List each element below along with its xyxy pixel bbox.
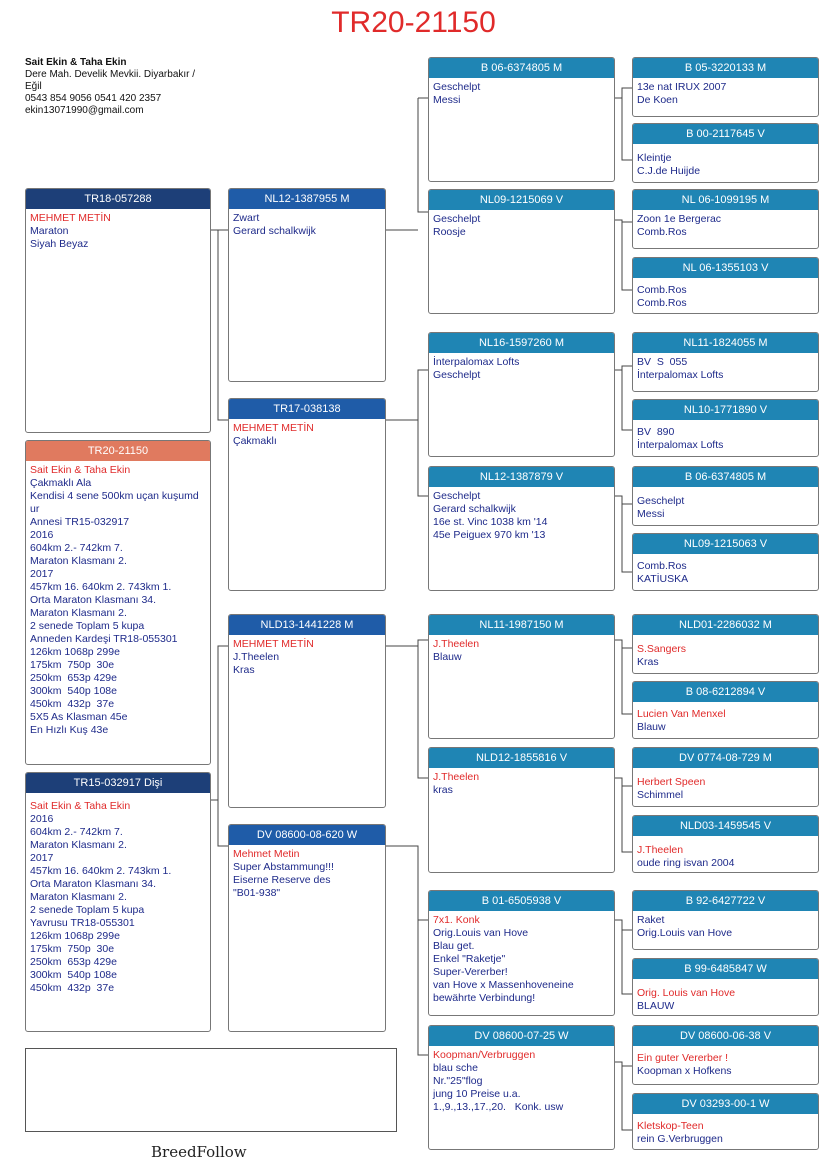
g4-ring-9: NLD01-2286032 M bbox=[633, 615, 818, 635]
detail-line: Orig. Louis van Hove bbox=[637, 987, 736, 999]
detail-line: 450km 432p 37e bbox=[30, 982, 115, 994]
detail-line: Blauw bbox=[433, 651, 462, 663]
detail-line: BLAUW bbox=[637, 1000, 675, 1012]
g4-details-9 bbox=[633, 635, 818, 672]
g4-details-1 bbox=[633, 78, 818, 110]
g3-box-2[interactable] bbox=[428, 189, 615, 314]
detail-line: Super-Vererber! bbox=[433, 966, 508, 978]
sire-dam-details bbox=[229, 419, 385, 451]
g4-ring-1: B 05-3220133 M bbox=[633, 58, 818, 78]
main-pigeon-ring: TR20-21150 bbox=[26, 441, 210, 461]
detail-line: Geschelpt bbox=[433, 490, 481, 502]
g3-box-7[interactable] bbox=[428, 890, 615, 1016]
detail-line: Raket bbox=[637, 914, 665, 926]
detail-line: Geschelpt bbox=[637, 495, 685, 507]
detail-line: BV 890 bbox=[637, 426, 675, 438]
g4-box-13[interactable] bbox=[632, 890, 819, 950]
detail-line: Kras bbox=[233, 664, 255, 676]
detail-line: 175km 750p 30e bbox=[30, 943, 115, 955]
detail-line: van Hove x Massenhoveneine bbox=[433, 979, 574, 991]
detail-line: MEHMET METİN bbox=[233, 638, 314, 650]
dam-dam-box[interactable] bbox=[228, 824, 386, 1032]
g3-details-1 bbox=[429, 78, 614, 110]
g3-box-1[interactable] bbox=[428, 57, 615, 182]
g4-details-8 bbox=[633, 554, 818, 589]
detail-line: Orig.Louis van Hove bbox=[637, 927, 733, 939]
detail-line: Sait Ekin & Taha Ekin bbox=[30, 800, 131, 812]
g4-box-8[interactable] bbox=[632, 533, 819, 591]
g4-ring-10: B 08-6212894 V bbox=[633, 682, 818, 702]
g4-box-1[interactable] bbox=[632, 57, 819, 117]
detail-line: blau sche bbox=[433, 1062, 478, 1074]
dam-sire-ring: NLD13-1441228 M bbox=[229, 615, 385, 635]
detail-line: 7x1. Konk bbox=[433, 914, 480, 926]
detail-line: Orig.Louis van Hove bbox=[433, 927, 529, 939]
detail-line: Kletskop-Teen bbox=[637, 1120, 704, 1132]
detail-line: Orta Maraton Klasmanı 34. bbox=[30, 594, 157, 606]
detail-line: J.Theelen bbox=[233, 651, 280, 663]
g3-ring-4: NL12-1387879 V bbox=[429, 467, 614, 487]
detail-line: Maraton Klasmanı 2. bbox=[30, 839, 127, 851]
owner-email: ekin13071990@gmail.com bbox=[25, 105, 144, 116]
detail-line: Comb.Ros bbox=[637, 297, 687, 309]
owner-address-line-2: Eğil bbox=[25, 81, 42, 92]
g4-ring-11: DV 0774-08-729 M bbox=[633, 748, 818, 768]
sire-dam-box[interactable] bbox=[228, 398, 386, 591]
g4-ring-3: NL 06-1099195 M bbox=[633, 190, 818, 210]
g4-details-15 bbox=[633, 1046, 818, 1081]
detail-line: Koopman/Verbruggen bbox=[433, 1049, 536, 1061]
g4-details-16 bbox=[633, 1114, 818, 1149]
sire-details bbox=[26, 209, 210, 254]
g3-details-6 bbox=[429, 768, 614, 800]
g3-ring-6: NLD12-1855816 V bbox=[429, 748, 614, 768]
detail-line: 2017 bbox=[30, 852, 54, 864]
g4-box-7[interactable] bbox=[632, 466, 819, 526]
detail-line: En Hızlı Kuş 43e bbox=[30, 724, 109, 736]
g4-box-12[interactable] bbox=[632, 815, 819, 873]
g3-box-3[interactable] bbox=[428, 332, 615, 457]
g3-ring-3: NL16-1597260 M bbox=[429, 333, 614, 353]
detail-line: De Koen bbox=[637, 94, 678, 106]
detail-line: Maraton Klasmanı 2. bbox=[30, 607, 127, 619]
dam-sire-details bbox=[229, 635, 385, 680]
detail-line: Geschelpt bbox=[433, 369, 481, 381]
detail-line: 16e st. Vinc 1038 km '14 bbox=[433, 516, 548, 528]
g4-ring-14: B 99-6485847 W bbox=[633, 959, 818, 979]
g4-box-10[interactable] bbox=[632, 681, 819, 739]
detail-line: J.Theelen bbox=[433, 771, 480, 783]
detail-line: Comb.Ros bbox=[637, 226, 687, 238]
detail-line: Blauw bbox=[637, 721, 666, 733]
detail-line: Siyah Beyaz bbox=[30, 238, 89, 250]
g4-box-3[interactable] bbox=[632, 189, 819, 249]
detail-line: Çakmaklı bbox=[233, 435, 277, 447]
notes-box[interactable] bbox=[25, 1048, 397, 1132]
g3-details-4 bbox=[429, 487, 614, 545]
detail-line: 126km 1068p 299e bbox=[30, 646, 120, 658]
detail-line: Eiserne Reserve des bbox=[233, 874, 331, 886]
detail-line: MEHMET METİN bbox=[233, 422, 314, 434]
detail-line: İnterpalomax Lofts bbox=[637, 369, 724, 381]
g4-ring-5: NL11-1824055 M bbox=[633, 333, 818, 353]
g4-ring-15: DV 08600-06-38 V bbox=[633, 1026, 818, 1046]
g4-box-16[interactable] bbox=[632, 1093, 819, 1150]
g4-box-9[interactable] bbox=[632, 614, 819, 674]
detail-line: İnterpalomax Lofts bbox=[433, 356, 520, 368]
g3-box-8[interactable] bbox=[428, 1025, 615, 1150]
detail-line: rein G.Verbruggen bbox=[637, 1133, 723, 1145]
dam-box[interactable] bbox=[25, 772, 211, 1032]
detail-line: Gerard schalkwijk bbox=[233, 225, 316, 237]
g4-ring-6: NL10-1771890 V bbox=[633, 400, 818, 420]
g4-details-11 bbox=[633, 768, 818, 805]
detail-line: 5X5 As Klasman 45e bbox=[30, 711, 128, 723]
detail-line: 2017 bbox=[30, 568, 54, 580]
sire-sire-details bbox=[229, 209, 385, 241]
g4-box-5[interactable] bbox=[632, 332, 819, 392]
detail-line: Blau get. bbox=[433, 940, 475, 952]
g4-ring-13: B 92-6427722 V bbox=[633, 891, 818, 911]
detail-line: Geschelpt bbox=[433, 213, 481, 225]
detail-line: 2016 bbox=[30, 529, 54, 541]
g4-details-14 bbox=[633, 979, 818, 1016]
dam-ring: TR15-032917 Dişi bbox=[26, 773, 210, 793]
detail-line: Maraton bbox=[30, 225, 69, 237]
g4-ring-2: B 00-2117645 V bbox=[633, 124, 818, 144]
detail-line: Orta Maraton Klasmanı 34. bbox=[30, 878, 157, 890]
detail-line: C.J.de Huijde bbox=[637, 165, 701, 177]
detail-line: ur bbox=[30, 503, 40, 515]
detail-line: 300km 540p 108e bbox=[30, 969, 117, 981]
g3-details-5 bbox=[429, 635, 614, 667]
detail-line: Messi bbox=[637, 508, 665, 520]
detail-line: 2 senede Toplam 5 kupa bbox=[30, 904, 145, 916]
g4-ring-8: NL09-1215063 V bbox=[633, 534, 818, 554]
detail-line: Mehmet Metin bbox=[233, 848, 300, 860]
pedigree-title: TR20-21150 bbox=[331, 6, 496, 39]
g3-details-3 bbox=[429, 353, 614, 385]
g4-details-12 bbox=[633, 836, 818, 873]
g4-details-3 bbox=[633, 210, 818, 242]
detail-line: kras bbox=[433, 784, 453, 796]
detail-line: Zoon 1e Bergerac bbox=[637, 213, 722, 225]
detail-line: Super Abstammung!!! bbox=[233, 861, 334, 873]
g3-details-7 bbox=[429, 911, 614, 1008]
detail-line: Enkel "Raketje" bbox=[433, 953, 506, 965]
detail-line: 457km 16. 640km 2. 743km 1. bbox=[30, 865, 172, 877]
detail-line: Lucien Van Menxel bbox=[637, 708, 726, 720]
g3-ring-1: B 06-6374805 M bbox=[429, 58, 614, 78]
g3-box-6[interactable] bbox=[428, 747, 615, 873]
g4-ring-16: DV 03293-00-1 W bbox=[633, 1094, 818, 1114]
detail-line: "B01-938" bbox=[233, 887, 281, 899]
detail-line: MEHMET METİN bbox=[30, 212, 111, 224]
g3-ring-5: NL11-1987150 M bbox=[429, 615, 614, 635]
detail-line: Ein guter Vererber ! bbox=[637, 1052, 729, 1064]
detail-line: Sait Ekin & Taha Ekin bbox=[30, 464, 131, 476]
g4-box-15[interactable] bbox=[632, 1025, 819, 1085]
detail-line: Geschelpt bbox=[433, 81, 481, 93]
g4-box-6[interactable] bbox=[632, 399, 819, 457]
dam-sire-box[interactable] bbox=[228, 614, 386, 808]
owner-name: Sait Ekin & Taha Ekin bbox=[25, 57, 127, 68]
dam-dam-details bbox=[229, 845, 385, 903]
g3-box-5[interactable] bbox=[428, 614, 615, 739]
g3-ring-2: NL09-1215069 V bbox=[429, 190, 614, 210]
owner-phones: 0543 854 9056 0541 420 2357 bbox=[25, 93, 162, 104]
detail-line: 300km 540p 108e bbox=[30, 685, 117, 697]
detail-line: Yavrusu TR18-055301 bbox=[30, 917, 135, 929]
detail-line: 13e nat IRUX 2007 bbox=[637, 81, 727, 93]
main-pigeon-box[interactable] bbox=[25, 440, 211, 765]
sire-dam-ring: TR17-038138 bbox=[229, 399, 385, 419]
sire-ring: TR18-057288 bbox=[26, 189, 210, 209]
brand-footer: BreedFollow bbox=[151, 1143, 247, 1161]
detail-line: Nr."25"flog bbox=[433, 1075, 483, 1087]
detail-line: S.Sangers bbox=[637, 643, 687, 655]
detail-line: Messi bbox=[433, 94, 461, 106]
detail-line: Koopman x Hofkens bbox=[637, 1065, 732, 1077]
detail-line: J.Theelen bbox=[637, 844, 684, 856]
detail-line: KATİUSKA bbox=[637, 573, 689, 585]
g4-box-11[interactable] bbox=[632, 747, 819, 807]
detail-line: 2016 bbox=[30, 813, 54, 825]
g3-details-2 bbox=[429, 210, 614, 242]
detail-line: Comb.Ros bbox=[637, 284, 687, 296]
detail-line: Kendisi 4 sene 500km uçan kuşumd bbox=[30, 490, 199, 502]
detail-line: Anneden Kardeşi TR18-055301 bbox=[30, 633, 178, 645]
g4-details-13 bbox=[633, 911, 818, 943]
g4-details-2 bbox=[633, 144, 818, 181]
detail-line: 250km 653p 429e bbox=[30, 672, 117, 684]
owner-address-line-1: Dere Mah. Develik Mevkii. Diyarbakır / bbox=[25, 69, 196, 80]
detail-line: Kras bbox=[637, 656, 659, 668]
detail-line: 250km 653p 429e bbox=[30, 956, 117, 968]
g3-ring-8: DV 08600-07-25 W bbox=[429, 1026, 614, 1046]
g4-details-10 bbox=[633, 702, 818, 737]
g4-details-5 bbox=[633, 353, 818, 385]
detail-line: oude ring isvan 2004 bbox=[637, 857, 735, 869]
g4-ring-4: NL 06-1355103 V bbox=[633, 258, 818, 278]
g4-box-14[interactable] bbox=[632, 958, 819, 1016]
detail-line: BV S 055 bbox=[637, 356, 688, 368]
detail-line: Maraton Klasmanı 2. bbox=[30, 891, 127, 903]
detail-line: 604km 2.- 742km 7. bbox=[30, 826, 123, 838]
detail-line: 126km 1068p 299e bbox=[30, 930, 120, 942]
main-pigeon-details bbox=[26, 461, 210, 740]
g4-box-4[interactable] bbox=[632, 257, 819, 314]
detail-line: bewährte Verbindung! bbox=[433, 992, 536, 1004]
detail-line: 175km 750p 30e bbox=[30, 659, 115, 671]
detail-line: Roosje bbox=[433, 226, 466, 238]
g3-ring-7: B 01-6505938 V bbox=[429, 891, 614, 911]
g3-box-4[interactable] bbox=[428, 466, 615, 591]
detail-line: Çakmaklı Ala bbox=[30, 477, 92, 489]
sire-box[interactable] bbox=[25, 188, 211, 433]
g4-ring-7: B 06-6374805 M bbox=[633, 467, 818, 487]
detail-line: J.Theelen bbox=[433, 638, 480, 650]
sire-sire-box[interactable] bbox=[228, 188, 386, 382]
detail-line: 457km 16. 640km 2. 743km 1. bbox=[30, 581, 172, 593]
detail-line: Kleintje bbox=[637, 152, 672, 164]
detail-line: Herbert Speen bbox=[637, 776, 706, 788]
g4-details-7 bbox=[633, 487, 818, 524]
dam-details bbox=[26, 797, 210, 998]
detail-line: Gerard schalkwijk bbox=[433, 503, 516, 515]
detail-line: Maraton Klasmanı 2. bbox=[30, 555, 127, 567]
g4-details-4 bbox=[633, 278, 818, 313]
detail-line: jung 10 Preise u.a. bbox=[433, 1088, 521, 1100]
detail-line: 1.,9.,13.,17.,20. Konk. usw bbox=[433, 1101, 564, 1113]
detail-line: 604km 2.- 742km 7. bbox=[30, 542, 123, 554]
detail-line: 45e Peiguex 970 km '13 bbox=[433, 529, 546, 541]
detail-line: 2 senede Toplam 5 kupa bbox=[30, 620, 145, 632]
detail-line: Schimmel bbox=[637, 789, 684, 801]
dam-dam-ring: DV 08600-08-620 W bbox=[229, 825, 385, 845]
detail-line: Annesi TR15-032917 bbox=[30, 516, 130, 528]
g4-ring-12: NLD03-1459545 V bbox=[633, 816, 818, 836]
sire-sire-ring: NL12-1387955 M bbox=[229, 189, 385, 209]
detail-line: 450km 432p 37e bbox=[30, 698, 115, 710]
detail-line: İnterpalomax Lofts bbox=[637, 439, 724, 451]
g3-details-8 bbox=[429, 1046, 614, 1117]
detail-line: Comb.Ros bbox=[637, 560, 687, 572]
detail-line: Zwart bbox=[233, 212, 260, 224]
g4-details-6 bbox=[633, 420, 818, 455]
g4-box-2[interactable] bbox=[632, 123, 819, 183]
